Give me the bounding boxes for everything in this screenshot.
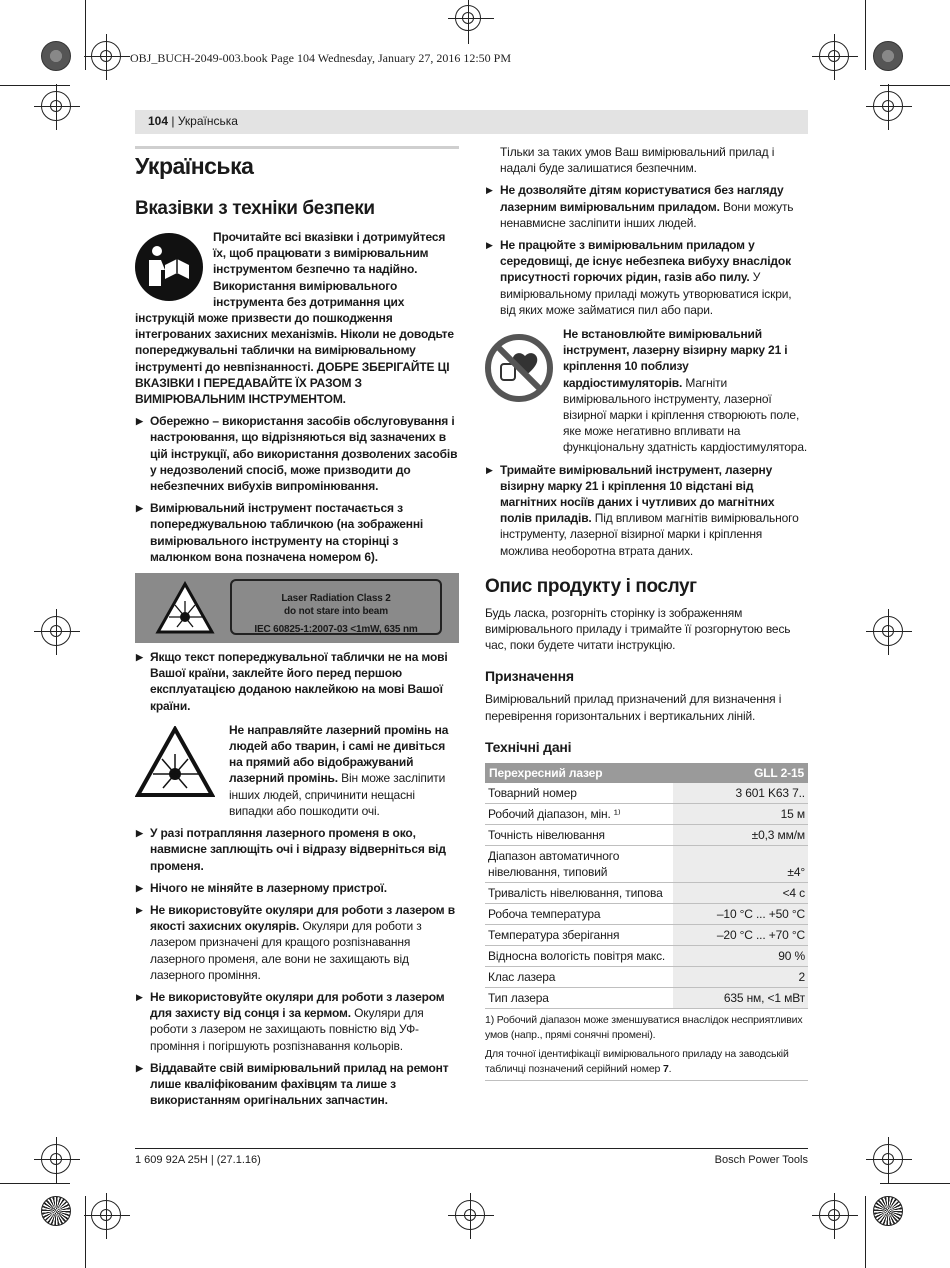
row-label: Температура зберігання: [485, 925, 673, 946]
registration-mark: [819, 41, 849, 71]
purpose-text: Вимірювальний прилад призначений для визначення і перевірення горизонтальних і вертикальних ліній.: [485, 692, 782, 723]
bullet-children: [485, 182, 808, 231]
safety-intro-text: Прочитайте всі вказівки і дотримуйтеся їх, щоб працювати з вимірювальним інструментом безпечно та надійно. Використання вимірювального інструмента без дотримання цих інструкцій може призвести до пошкодження інтегрованих захисних механізмів. Ніколи не доводьте попереджувальні таблички на вимірювальному інструменті до невпізнанності. ДОБРЕ ЗБЕРІГАЙТЕ ЦІ ВКАЗІВКИ І ПЕРЕДАВАЙТЕ ЇХ РАЗОМ З ВИМІРЮВАЛЬНИМ ІНСТРУМЕНТОМ.: [135, 230, 454, 407]
row-value: 3 601 K63 7..: [673, 783, 808, 804]
bullet-glasses-text: Окуляри для роботи з лазером призначені для кращого розпізнавання лазерного променя, але вони не захищають від лазерного проміння.: [150, 919, 422, 982]
registration-mark: [91, 41, 121, 71]
page-number: 104: [148, 114, 169, 128]
no-pacemaker-icon: [485, 334, 553, 402]
registration-mark: [873, 91, 903, 121]
table-row: [485, 925, 808, 946]
print-header: OBJ_BUCH-2049-003.book Page 104 Wednesday, January 27, 2016 12:50 PM: [130, 51, 512, 65]
bullet-repair: ▶ Віддавайте свій вимірювальний прилад на ремонт лише кваліфікованим фахівцям та лише з використанням оригінальних запчастин.: [135, 1060, 459, 1109]
bullet-explosive-bold: Не працюйте з вимірювальним приладом у середовищі, де існує небезпека вибуху внаслідок присутності горючих рідин, газів або пилу.: [500, 238, 791, 285]
table-row: [485, 946, 808, 967]
row-label: Точність нівелювання: [485, 825, 673, 846]
laser-warning-block: [135, 722, 459, 819]
bullet-sun-bold: Не використовуйте окуляри для роботи з лазером для захисту від сонця і за кермом.: [150, 989, 445, 1021]
table-row: [485, 783, 808, 804]
registration-mark-star: [41, 1196, 71, 1226]
registration-mark-solid: [41, 41, 71, 71]
registration-mark: [41, 91, 71, 121]
row-value: –10 °C ... +50 °C: [673, 904, 808, 925]
plate-line-2: do not stare into beam: [284, 606, 388, 618]
registration-mark-star: [873, 1196, 903, 1226]
bullet-warning-plate: ▶ Вимірювальний інструмент постачається з попереджувальною табличкою (на зображенні вимірювального інструменту на сторінці з малюнком вона позначена номером 6).: [135, 500, 459, 565]
row-label: Тривалість нівелювання, типова: [485, 883, 673, 904]
row-value: ±4°: [673, 846, 808, 883]
row-label: Робочий діапазон, мін. ¹⁾: [485, 804, 673, 825]
read-manual-icon: [135, 233, 203, 301]
serial-note: [485, 1047, 808, 1081]
registration-mark: [91, 1200, 121, 1230]
left-column: [135, 146, 459, 1108]
safety-heading: Вказівки з техніки безпеки: [135, 198, 375, 219]
laser-radiation-icon: [135, 726, 215, 798]
bullet-explosive-text: У вимірювальному приладі можуть утворюватися іскри, від яких може займатися пил або пари.: [500, 270, 792, 317]
bullet-magnetic-bold: Тримайте вимірювальний інструмент, лазерну візирну марку 21 і кріплення 10 відстані від магнітних носіїв даних і чутливих до магнітних полів приладів.: [500, 462, 775, 526]
serial-note-end: .: [668, 1063, 672, 1076]
row-value: <4 с: [673, 883, 808, 904]
table-row: [485, 904, 808, 925]
table-row: [485, 825, 808, 846]
table-footnote: 1) Робочий діапазон може зменшуватися внаслідок несприятливих умов (напр., прямі сонячні промені).: [485, 1014, 803, 1042]
plate-label: [230, 579, 442, 635]
product-heading: Опис продукту і послуг: [485, 575, 697, 597]
table-header-model: GLL 2-15: [673, 763, 808, 783]
pacemaker-bold: Не встановлюйте вимірювальний інструмент, лазерну візирну марку 21 і кріплення 10 поблизу кардіостимуляторів.: [563, 327, 788, 390]
header-separator: |: [168, 114, 178, 128]
bullet-glasses-sun: [135, 989, 459, 1054]
serial-note-number: 7: [662, 1063, 669, 1076]
row-value: 90 %: [673, 946, 808, 967]
continued-text: Тільки за таких умов Ваш вимірювальний прилад і надалі буде залишатися безпечним.: [500, 145, 775, 176]
row-label: Товарний номер: [485, 783, 673, 804]
row-label: Тип лазера: [485, 988, 673, 1009]
serial-note-text: Для точної ідентифікації вимірювального приладу на заводській табличці позначений серійний номер: [485, 1048, 789, 1076]
plate-line-1: Laser Radiation Class 2: [281, 593, 391, 605]
row-value: 2: [673, 967, 808, 988]
plate-line-3: IEC 60825-1:2007-03 <1mW, 635 nm: [254, 624, 418, 636]
row-label: Робоча температура: [485, 904, 673, 925]
bullet-explosive: [485, 237, 808, 318]
bullet-no-modify: ▶ Нічого не міняйте в лазерному пристрої.: [135, 880, 459, 896]
product-text: Будь ласка, розгорніть сторінку із зображенням вимірювального приладу і тримайте її розгорнутою весь час, поки будете читати інструкцію.: [485, 605, 791, 653]
bullet-glasses-protection: [135, 902, 459, 983]
bullet-maintenance: ▶ Обережно – використання засобів обслуговування і настроювання, що відрізняються від зазначених в цій інструкції, або використання дозволених засобів у недозволений спосіб, може призводити до небезпечних вибухів випромінювання.: [135, 413, 459, 494]
registration-mark: [41, 616, 71, 646]
footer-brand: Bosch Power Tools: [714, 1154, 808, 1166]
row-value: 635 нм, <1 мВт: [673, 988, 808, 1009]
registration-mark: [819, 1200, 849, 1230]
registration-mark: [455, 1200, 485, 1230]
bullet-glasses-bold: Не використовуйте окуляри для роботи з лазером в якості захисних окулярів.: [150, 902, 455, 934]
laser-warning-bold: Не направляйте лазерний промінь на людей або тварин, і самі не дивіться на прямий або відображуваний лазерний промінь.: [229, 722, 449, 786]
page-header-bar: [135, 110, 808, 134]
purpose-heading: Призначення: [485, 668, 574, 685]
bullet-sun-text: Окуляри для роботи з лазером не захищають повністю від УФ-проміння і погіршують розпізнавання кольорів.: [150, 1006, 424, 1053]
table-row: [485, 804, 808, 825]
table-row: [485, 988, 808, 1009]
registration-mark: [873, 1144, 903, 1174]
bullet-children-text: Вони можуть ненавмисне засліпити інших людей.: [500, 199, 794, 230]
table-row: [485, 846, 808, 883]
registration-mark-solid: [873, 41, 903, 71]
safety-intro: [135, 229, 459, 407]
pacemaker-text: Магніти вимірювального інструменту, лазерної візирної марки і кріплення створюють поле, яке може негативно впливати на функціональну здатність кардіостимулятора.: [563, 375, 808, 455]
row-label: Діапазон автоматичного нівелювання, типовий: [485, 846, 673, 883]
warning-plate: [135, 573, 459, 643]
laser-warning-text: Він може засліпити інших людей, спричинити нещасні випадки або пошкодити очі.: [229, 771, 446, 818]
table-row: [485, 883, 808, 904]
row-label: Клас лазера: [485, 967, 673, 988]
registration-mark: [455, 5, 481, 31]
table-row: [485, 967, 808, 988]
header-language: Українська: [177, 114, 238, 128]
laser-warning-icon: [155, 581, 215, 635]
bullet-magnetic: [485, 462, 808, 559]
footer-doc-code: 1 609 92A 25H | (27.1.16): [135, 1154, 261, 1166]
row-value: ±0,3 мм/м: [673, 825, 808, 846]
table-header-row: [485, 763, 808, 783]
tech-data-table: [485, 763, 808, 1009]
tech-heading: Технічні дані: [485, 738, 572, 755]
bullet-eye-exposure: ▶ У разі потрапляння лазерного променя в око, навмисне заплющіть очі і відразу відверніться від променя.: [135, 825, 459, 874]
bullet-magnetic-text: Під впливом магнітів вимірювального інструменту, лазерної візирної марки і кріплення можлива необоротна втрата даних.: [500, 511, 799, 558]
page-title: Українська: [135, 153, 254, 179]
row-value: –20 °C ... +70 °C: [673, 925, 808, 946]
row-value: 15 м: [673, 804, 808, 825]
row-label: Відносна вологість повітря макс.: [485, 946, 673, 967]
pacemaker-warning: [485, 326, 808, 456]
registration-mark: [41, 1144, 71, 1174]
bullet-children-bold: Не дозволяйте дітям користуватися без нагляду лазерним вимірювальним приладом.: [500, 183, 784, 214]
page-footer: [135, 1148, 808, 1166]
right-column: [485, 144, 808, 1081]
table-header-name: Перехресний лазер: [485, 763, 673, 783]
registration-mark: [873, 616, 903, 646]
bullet-sticker: ▶ Якщо текст попереджувальної таблички не на мові Вашої країни, заклейте його перед першою експлуатацією доданою наклейкою на мові Вашої країни.: [135, 649, 459, 714]
